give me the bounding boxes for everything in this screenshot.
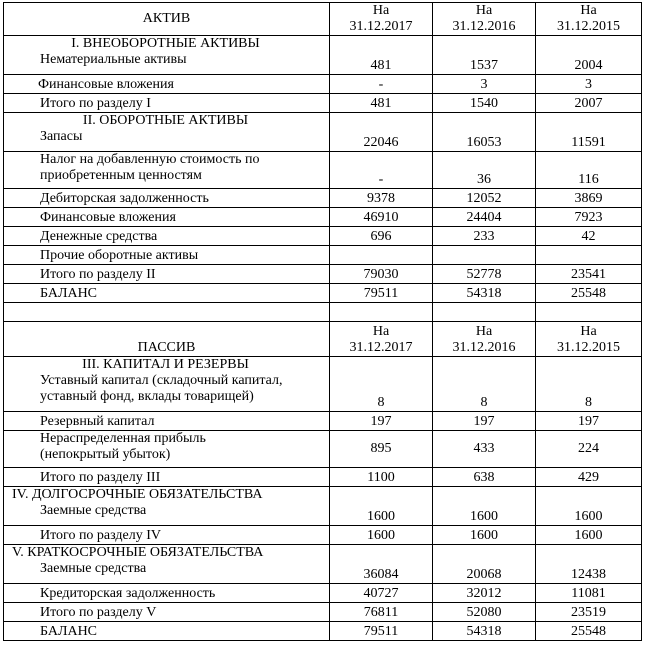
assets-title: АКТИВ — [4, 3, 330, 36]
value-cell: 23519 — [536, 603, 642, 622]
value-cell: 481 — [330, 36, 433, 75]
table-row — [4, 189, 642, 208]
value-cell: 197 — [536, 412, 642, 431]
value-cell: 429 — [536, 468, 642, 487]
row-label: Нематериальные активы — [40, 52, 187, 67]
value-cell: 3 — [433, 75, 536, 94]
value-cell: 46910 — [330, 208, 433, 227]
value-cell: 36 — [433, 152, 536, 189]
row-label: Резервный капитал — [4, 412, 330, 431]
table-row — [4, 152, 642, 189]
row-label: Налог на добавленную стоимость по приобретенным ценностям — [4, 152, 330, 189]
date-column-2015: На 31.12.2015 — [536, 322, 642, 357]
date-column-2016: На 31.12.2016 — [433, 3, 536, 36]
section-4-title: IV. ДОЛГОСРОЧНЫЕ ОБЯЗАТЕЛЬСТВА — [12, 487, 263, 502]
value-cell: 638 — [433, 468, 536, 487]
table-row — [4, 468, 642, 487]
value-cell: 116 — [536, 152, 642, 189]
value-cell: 22046 — [330, 113, 433, 152]
row-label: уставный фонд, вклады товарищей) — [40, 389, 254, 404]
value-cell: 20068 — [433, 545, 536, 584]
value-cell: 233 — [433, 227, 536, 246]
value-cell: 40727 — [330, 584, 433, 603]
value-cell: 3 — [536, 75, 642, 94]
spacer-row — [4, 303, 642, 322]
value-cell: 24404 — [433, 208, 536, 227]
spacer-cell — [330, 303, 433, 322]
row-label: Финансовые вложения — [4, 75, 330, 94]
section-2-row-1 — [4, 113, 642, 152]
table-row — [4, 284, 642, 303]
value-cell: 1600 — [433, 487, 536, 526]
value-cell: 9378 — [330, 189, 433, 208]
value-cell: 1600 — [330, 487, 433, 526]
table-row — [4, 412, 642, 431]
value-cell: 23541 — [536, 265, 642, 284]
row-label: Заемные средства — [40, 561, 147, 576]
section-5-row-1 — [4, 545, 642, 584]
row-label: Итого по разделу I — [4, 94, 330, 113]
section-4-row-1 — [4, 487, 642, 526]
value-cell: 8 — [330, 357, 433, 412]
value-cell: 197 — [330, 412, 433, 431]
value-cell: 79511 — [330, 622, 433, 641]
row-label: Заемные средства — [40, 503, 147, 518]
section-1-block — [4, 36, 330, 75]
value-cell: 7923 — [536, 208, 642, 227]
table-row — [4, 526, 642, 545]
row-label: Итого по разделу III — [4, 468, 330, 487]
value-cell: 79511 — [330, 284, 433, 303]
section-3-title: III. КАПИТАЛ И РЕЗЕРВЫ — [82, 357, 249, 372]
row-label: Нераспределенная прибыль (непокрытый убыток) — [4, 431, 330, 468]
value-cell: 79030 — [330, 265, 433, 284]
value-cell: 1600 — [536, 487, 642, 526]
value-cell: 54318 — [433, 284, 536, 303]
value-cell: 2004 — [536, 36, 642, 75]
section-2-title: II. ОБОРОТНЫЕ АКТИВЫ — [82, 113, 249, 128]
value-cell: 16053 — [433, 113, 536, 152]
value-cell: 54318 — [433, 622, 536, 641]
value-cell: 11081 — [536, 584, 642, 603]
value-cell: 1600 — [536, 526, 642, 545]
row-label: Прочие оборотные активы — [4, 246, 330, 265]
section-1-title: I. ВНЕОБОРОТНЫЕ АКТИВЫ — [71, 36, 260, 51]
value-cell — [433, 246, 536, 265]
table-row — [4, 603, 642, 622]
value-cell: 197 — [433, 412, 536, 431]
row-label: БАЛАНС — [4, 622, 330, 641]
table-row — [4, 246, 642, 265]
liabilities-title: ПАССИВ — [4, 322, 330, 357]
value-cell: 2007 — [536, 94, 642, 113]
row-label: Финансовые вложения — [4, 208, 330, 227]
spacer-cell — [536, 303, 642, 322]
date-column-2017: На 31.12.2017 — [330, 3, 433, 36]
spacer-cell — [4, 303, 330, 322]
table-row — [4, 227, 642, 246]
section-4-block — [4, 487, 330, 526]
table-row — [4, 208, 642, 227]
table-row — [4, 584, 642, 603]
section-5-block — [4, 545, 330, 584]
value-cell: 8 — [536, 357, 642, 412]
value-cell: 42 — [536, 227, 642, 246]
value-cell: 1600 — [433, 526, 536, 545]
value-cell: 3869 — [536, 189, 642, 208]
value-cell: 1540 — [433, 94, 536, 113]
value-cell: 224 — [536, 431, 642, 468]
table-row — [4, 75, 642, 94]
row-label: Запасы — [40, 129, 83, 144]
section-3-row-1 — [4, 357, 642, 412]
value-cell: 433 — [433, 431, 536, 468]
value-cell: 12052 — [433, 189, 536, 208]
row-label: Дебиторская задолженность — [4, 189, 330, 208]
section-5-title: V. КРАТКОСРОЧНЫЕ ОБЯЗАТЕЛЬСТВА — [12, 545, 264, 560]
value-cell: 8 — [433, 357, 536, 412]
value-cell: 76811 — [330, 603, 433, 622]
value-cell: 895 — [330, 431, 433, 468]
table-row — [4, 622, 642, 641]
row-label: Итого по разделу IV — [4, 526, 330, 545]
table-row — [4, 94, 642, 113]
value-cell: 11591 — [536, 113, 642, 152]
value-cell: 25548 — [536, 284, 642, 303]
row-label: БАЛАНС — [4, 284, 330, 303]
spacer-cell — [433, 303, 536, 322]
row-label: Кредиторская задолженность — [4, 584, 330, 603]
value-cell — [330, 246, 433, 265]
value-cell: 52080 — [433, 603, 536, 622]
value-cell: 36084 — [330, 545, 433, 584]
value-cell: 32012 — [433, 584, 536, 603]
value-cell: 1600 — [330, 526, 433, 545]
date-column-2015: На 31.12.2015 — [536, 3, 642, 36]
assets-header-row — [4, 3, 642, 36]
liabilities-header-row — [4, 322, 642, 357]
date-column-2017: На 31.12.2017 — [330, 322, 433, 357]
date-column-2016: На 31.12.2016 — [433, 322, 536, 357]
value-cell: - — [330, 75, 433, 94]
table-row — [4, 265, 642, 284]
table-row — [4, 431, 642, 468]
balance-sheet-table — [3, 2, 642, 641]
value-cell: 25548 — [536, 622, 642, 641]
section-2-block — [4, 113, 330, 152]
row-label: Денежные средства — [4, 227, 330, 246]
row-label: Итого по разделу V — [4, 603, 330, 622]
value-cell: 696 — [330, 227, 433, 246]
value-cell: 481 — [330, 94, 433, 113]
section-1-row-1 — [4, 36, 642, 75]
row-label: Итого по разделу II — [4, 265, 330, 284]
value-cell — [536, 246, 642, 265]
value-cell: 1537 — [433, 36, 536, 75]
value-cell: 52778 — [433, 265, 536, 284]
section-3-block — [4, 357, 330, 412]
row-label: Уставный капитал (складочный капитал, — [40, 373, 283, 388]
value-cell: 12438 — [536, 545, 642, 584]
value-cell: 1100 — [330, 468, 433, 487]
value-cell: - — [330, 152, 433, 189]
